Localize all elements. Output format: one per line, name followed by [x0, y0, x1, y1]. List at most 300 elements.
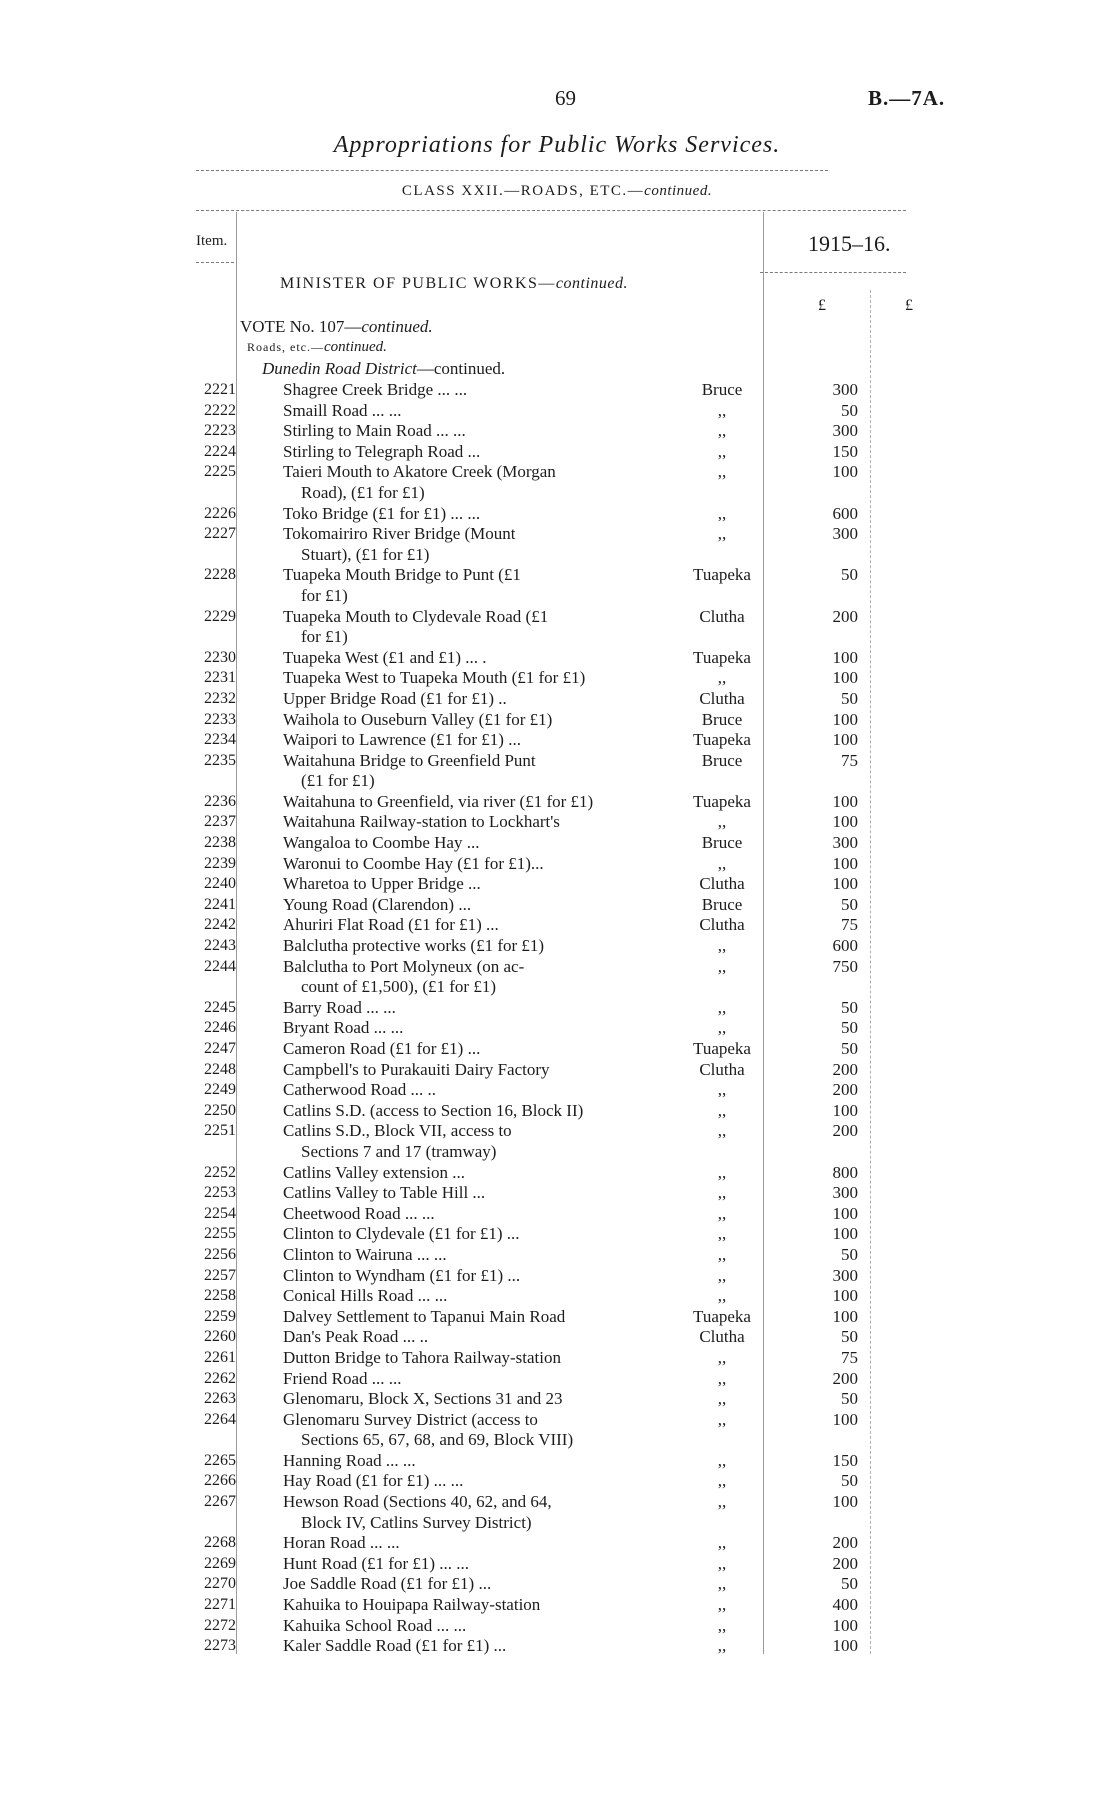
amount-cell: 50 [841, 1039, 858, 1058]
item-number: 2246 [204, 1019, 236, 1037]
item-number: 2228 [204, 566, 236, 584]
county-cell: ,, [717, 524, 727, 544]
item-description: Ahuriri Flat Road (£1 for £1) ... [283, 915, 499, 935]
item-number: 2252 [204, 1163, 236, 1181]
county-cell: Bruce [701, 380, 743, 399]
item-description: Tuapeka Mouth Bridge to Punt (£1 [283, 565, 521, 585]
item-description: Waipori to Lawrence (£1 for £1) ... [283, 730, 521, 750]
amount-cell: 100 [832, 709, 858, 729]
county-cell: ,, [717, 1533, 727, 1553]
county-cell: ,, [717, 1018, 727, 1038]
county-cell: Tuapeka [693, 1039, 751, 1058]
year-header-underline [760, 272, 906, 273]
item-description: Joe Saddle Road (£1 for £1) ... [283, 1574, 492, 1594]
county-cell: ,, [717, 1595, 727, 1615]
county-cell: Bruce [701, 709, 743, 729]
item-number: 2224 [204, 442, 236, 460]
amount-cell: 600 [832, 936, 858, 956]
item-number: 2253 [204, 1184, 236, 1202]
district-heading [262, 359, 505, 379]
county-cell: ,, [717, 1409, 727, 1429]
county-cell: ,, [717, 1265, 727, 1285]
item-description: Waitahuna Bridge to Greenfield Punt [283, 750, 536, 770]
item-description: Balclutha protective works (£1 for £1) [283, 936, 545, 956]
amount-cell: 100 [832, 462, 858, 482]
item-number: 2234 [204, 731, 236, 749]
item-description: Catherwood Road ... .. [283, 1080, 436, 1100]
county-cell: ,, [717, 1471, 727, 1491]
amount-cell: 200 [832, 606, 858, 626]
item-description: Clinton to Wyndham (£1 for £1) ... [283, 1265, 521, 1285]
amount-cell: 50 [841, 1018, 858, 1038]
item-number: 2271 [204, 1596, 236, 1614]
table-row [0, 1018, 1114, 1039]
item-description-continued: Sections 7 and 17 (tramway) [301, 1141, 497, 1161]
county-cell: ,, [717, 1389, 727, 1409]
item-description: Smaill Road ... ... [283, 400, 402, 420]
county-cell: ,, [717, 853, 727, 873]
item-description: Waitahuna Railway-station to Lockhart's [283, 812, 560, 832]
item-number: 2222 [204, 401, 236, 419]
amount-cell: 50 [841, 1244, 858, 1264]
table-row [0, 1369, 1114, 1390]
item-number: 2240 [204, 875, 236, 893]
table-row [0, 854, 1114, 875]
item-number: 2257 [204, 1266, 236, 1284]
table-row [0, 1389, 1114, 1410]
county-cell: ,, [717, 441, 727, 461]
county-cell: ,, [717, 936, 727, 956]
county-cell: Clutha [699, 1327, 745, 1347]
item-description: Horan Road ... ... [283, 1533, 400, 1553]
table-row [0, 1471, 1114, 1492]
district-name: Dunedin Road District [262, 359, 417, 378]
item-description: Barry Road ... ... [283, 997, 396, 1017]
county-cell: Clutha [699, 1059, 745, 1079]
item-number: 2229 [204, 607, 236, 625]
table-row [0, 833, 1114, 854]
table-row [0, 895, 1114, 916]
item-description: Upper Bridge Road (£1 for £1) .. [283, 688, 507, 708]
table-row [0, 874, 1114, 895]
amount-cell: 50 [841, 1327, 858, 1347]
item-number: 2261 [204, 1348, 236, 1366]
table-row [0, 936, 1114, 957]
item-number: 2259 [204, 1307, 236, 1325]
amount-cell: 200 [832, 1059, 858, 1079]
item-number: 2248 [204, 1060, 236, 1078]
amount-cell: 300 [832, 421, 858, 441]
item-number: 2258 [204, 1287, 236, 1305]
item-description: Toko Bridge (£1 for £1) ... ... [283, 503, 481, 523]
table-row [0, 1595, 1114, 1616]
item-description: Kahuika to Houipapa Railway-station [283, 1595, 541, 1615]
item-number: 2254 [204, 1204, 236, 1222]
class-heading [0, 183, 1114, 200]
item-description-continued: Block IV, Catlins Survey District) [301, 1512, 532, 1532]
amount-cell: 50 [841, 565, 858, 585]
amount-cell: 50 [841, 894, 858, 914]
document-reference: B.—7A. [868, 86, 946, 110]
item-number: 2243 [204, 937, 236, 955]
county-cell: ,, [717, 1121, 727, 1141]
table-row [0, 689, 1114, 710]
item-number: 2241 [204, 895, 236, 913]
amount-cell: 200 [832, 1533, 858, 1553]
header-rule [196, 210, 906, 211]
table-row [0, 1327, 1114, 1348]
county-cell: Bruce [701, 894, 743, 914]
amount-cell: 300 [832, 1183, 858, 1203]
minister-continued: continued. [555, 275, 628, 292]
table-row [0, 1080, 1114, 1101]
amount-cell: 75 [841, 1347, 858, 1367]
county-cell: ,, [717, 956, 727, 976]
item-description-continued: for £1) [301, 585, 348, 605]
amount-cell: 200 [832, 1553, 858, 1573]
amount-cell: 200 [832, 1368, 858, 1388]
table-row [0, 1451, 1114, 1472]
county-cell: ,, [717, 1636, 727, 1656]
amount-cell: 100 [832, 812, 858, 832]
item-number: 2269 [204, 1554, 236, 1572]
item-number: 2238 [204, 834, 236, 852]
county-cell: Bruce [701, 833, 743, 853]
item-description-continued: Road), (£1 for £1) [301, 482, 425, 502]
class-heading-continued: continued. [644, 183, 713, 199]
vote-heading [240, 317, 433, 337]
amount-cell: 100 [832, 853, 858, 873]
item-number: 2273 [204, 1637, 236, 1655]
table-row [0, 792, 1114, 813]
item-number: 2260 [204, 1328, 236, 1346]
amount-cell: 50 [841, 1574, 858, 1594]
item-number: 2233 [204, 710, 236, 728]
table-row [0, 1060, 1114, 1081]
item-number: 2226 [204, 504, 236, 522]
item-description-continued: Sections 65, 67, 68, and 69, Block VIII) [301, 1430, 574, 1450]
county-cell: ,, [717, 997, 727, 1017]
item-number: 2244 [204, 957, 236, 975]
item-description: Cheetwood Road ... ... [283, 1203, 435, 1223]
amount-cell: 50 [841, 688, 858, 708]
table-row [0, 607, 1114, 648]
amount-cell: 600 [832, 503, 858, 523]
table-row [0, 648, 1114, 669]
county-cell: Clutha [699, 688, 745, 708]
table-row [0, 401, 1114, 422]
item-description: Catlins Valley extension ... [283, 1162, 465, 1182]
table-row [0, 1636, 1114, 1657]
table-row [0, 1410, 1114, 1451]
item-description: Hay Road (£1 for £1) ... ... [283, 1471, 464, 1491]
item-number: 2232 [204, 689, 236, 707]
item-description: Conical Hills Road ... ... [283, 1286, 448, 1306]
table-row [0, 442, 1114, 463]
item-description: Tokomairiro River Bridge (Mount [283, 524, 516, 544]
amount-cell: 100 [832, 1615, 858, 1635]
item-number: 2245 [204, 998, 236, 1016]
county-cell: ,, [717, 421, 727, 441]
county-cell: Tuapeka [693, 565, 751, 585]
item-number: 2247 [204, 1040, 236, 1057]
county-cell: ,, [717, 1286, 727, 1306]
item-description: Wharetoa to Upper Bridge ... [283, 874, 481, 894]
county-cell: ,, [717, 1162, 727, 1182]
county-cell: ,, [717, 1183, 727, 1203]
county-cell: Tuapeka [693, 730, 751, 750]
item-number: 2250 [204, 1101, 236, 1119]
item-description: Hewson Road (Sections 40, 62, and 64, [283, 1492, 552, 1512]
item-description: Clinton to Wairuna ... ... [283, 1244, 447, 1264]
table-row [0, 1121, 1114, 1162]
item-description: Young Road (Clarendon) ... [283, 894, 472, 914]
table-row [0, 957, 1114, 998]
item-number: 2225 [204, 463, 236, 481]
item-description-continued: for £1) [301, 627, 348, 647]
county-cell: ,, [717, 1574, 727, 1594]
table-row [0, 1492, 1114, 1533]
item-description: Dutton Bridge to Tahora Railway-station [283, 1347, 562, 1367]
county-cell: Tuapeka [693, 647, 751, 667]
table-row [0, 1039, 1114, 1060]
county-cell: ,, [717, 1368, 727, 1388]
item-number: 2239 [204, 854, 236, 872]
county-cell: Clutha [699, 874, 745, 894]
item-description: Kahuika School Road ... ... [283, 1615, 467, 1635]
amount-cell: 100 [832, 1286, 858, 1306]
amount-cell: 750 [832, 956, 858, 976]
item-number: 2265 [204, 1451, 236, 1469]
item-description: Glenomaru Survey District (access to [283, 1409, 538, 1429]
amount-cell: 200 [832, 1080, 858, 1100]
table-row [0, 998, 1114, 1019]
vote-continued: continued. [361, 317, 433, 336]
table-row [0, 462, 1114, 503]
amount-cell: 100 [832, 1100, 858, 1120]
amount-cell: 300 [832, 524, 858, 544]
district-continued: —continued. [416, 359, 506, 378]
county-cell: ,, [717, 1224, 727, 1244]
item-description-continued: (£1 for £1) [301, 771, 375, 791]
item-description-continued: count of £1,500), (£1 for £1) [301, 977, 496, 997]
item-header-underline [196, 262, 234, 263]
roads-continued: continued. [324, 339, 387, 355]
item-description: Catlins S.D. (access to Section 16, Block II) [283, 1100, 584, 1120]
item-number: 2236 [204, 792, 236, 810]
amount-cell: 100 [832, 791, 858, 811]
amount-cell: 75 [841, 750, 858, 770]
vote-text: VOTE No. 107— [240, 317, 362, 336]
item-description: Campbell's to Purakauiti Dairy Factory [283, 1059, 550, 1079]
table-row [0, 730, 1114, 751]
table-row [0, 421, 1114, 442]
item-description: Waitahuna to Greenfield, via river (£1 for £1) [283, 791, 594, 811]
item-number: 2263 [204, 1390, 236, 1408]
item-number: 2249 [204, 1081, 236, 1099]
item-description: Wangaloa to Coombe Hay ... [283, 833, 480, 853]
amount-cell: 100 [832, 1636, 858, 1656]
amount-cell: 100 [832, 1409, 858, 1429]
county-cell: ,, [717, 1100, 727, 1120]
amount-cell: 150 [832, 1450, 858, 1470]
table-row [0, 1163, 1114, 1184]
amount-cell: 100 [832, 1492, 858, 1512]
amount-cell: 100 [832, 874, 858, 894]
item-number: 2242 [204, 916, 236, 934]
amount-cell: 75 [841, 915, 858, 935]
year-column-header: 1915–16. [808, 231, 891, 256]
amount-cell: 100 [832, 730, 858, 750]
item-number: 2266 [204, 1472, 236, 1490]
amount-cell: 800 [832, 1162, 858, 1182]
pound-column-label-2: £ [905, 297, 913, 314]
item-description: Stirling to Telegraph Road ... [283, 441, 481, 461]
item-description: Stirling to Main Road ... ... [283, 421, 466, 441]
page-number: 69 [555, 86, 576, 110]
item-number: 2237 [204, 813, 236, 831]
item-description: Tuapeka West (£1 and £1) ... . [283, 647, 487, 667]
item-description: Catlins S.D., Block VII, access to [283, 1121, 512, 1141]
table-row [0, 1616, 1114, 1637]
item-description: Dalvey Settlement to Tapanui Main Road [283, 1306, 566, 1326]
table-row [0, 1245, 1114, 1266]
table-row [0, 1554, 1114, 1575]
appropriation-list [0, 380, 1114, 1657]
table-row [0, 1224, 1114, 1245]
table-row [0, 524, 1114, 565]
roads-subheading [247, 339, 387, 356]
county-cell: ,, [717, 400, 727, 420]
item-description: Dan's Peak Road ... .. [283, 1327, 429, 1347]
item-number: 2235 [204, 751, 236, 769]
item-number: 2268 [204, 1534, 236, 1552]
item-number: 2251 [204, 1122, 236, 1140]
county-cell: Tuapeka [693, 1306, 751, 1326]
item-number: 2221 [204, 381, 236, 398]
county-cell: Bruce [701, 750, 743, 770]
county-cell: ,, [717, 503, 727, 523]
amount-cell: 400 [832, 1595, 858, 1615]
county-cell: ,, [717, 1080, 727, 1100]
item-number: 2272 [204, 1616, 236, 1634]
item-number: 2231 [204, 669, 236, 687]
county-cell: ,, [717, 1492, 727, 1512]
county-cell: ,, [717, 1347, 727, 1367]
table-row [0, 1533, 1114, 1554]
table-row [0, 1286, 1114, 1307]
county-cell: ,, [717, 462, 727, 482]
item-number: 2262 [204, 1369, 236, 1387]
item-number: 2267 [204, 1493, 236, 1511]
amount-cell: 100 [832, 1224, 858, 1244]
table-row [0, 1307, 1114, 1328]
county-cell: Clutha [699, 915, 745, 935]
item-description: Waihola to Ouseburn Valley (£1 for £1) [283, 709, 553, 729]
table-row [0, 751, 1114, 792]
amount-cell: 150 [832, 441, 858, 461]
table-row [0, 1574, 1114, 1595]
county-cell: ,, [717, 812, 727, 832]
county-cell: ,, [717, 1203, 727, 1223]
amount-cell: 50 [841, 997, 858, 1017]
amount-cell: 300 [832, 380, 858, 399]
table-row [0, 380, 1114, 401]
item-number: 2256 [204, 1245, 236, 1263]
page-title: Appropriations for Public Works Services. [333, 132, 781, 158]
item-description: Tuapeka Mouth to Clydevale Road (£1 [283, 606, 549, 626]
county-cell: ,, [717, 1450, 727, 1470]
item-description: Kaler Saddle Road (£1 for £1) ... [283, 1636, 507, 1656]
amount-cell: 100 [832, 647, 858, 667]
amount-cell: 100 [832, 1203, 858, 1223]
amount-cell: 100 [832, 668, 858, 688]
item-number: 2270 [204, 1575, 236, 1593]
item-description: Clinton to Clydevale (£1 for £1) ... [283, 1224, 520, 1244]
amount-cell: 200 [832, 1121, 858, 1141]
table-row [0, 565, 1114, 606]
item-description: Taieri Mouth to Akatore Creek (Morgan [283, 462, 556, 482]
table-row [0, 504, 1114, 525]
item-description: Glenomaru, Block X, Sections 31 and 23 [283, 1389, 563, 1409]
amount-cell: 300 [832, 833, 858, 853]
amount-cell: 50 [841, 1389, 858, 1409]
county-cell: ,, [717, 1244, 727, 1264]
item-description: Hanning Road ... ... [283, 1450, 416, 1470]
item-description: Shagree Creek Bridge ... ... [283, 380, 468, 399]
item-number: 2255 [204, 1225, 236, 1243]
table-row [0, 1266, 1114, 1287]
table-row [0, 1101, 1114, 1122]
item-number: 2264 [204, 1410, 236, 1428]
table-row [0, 710, 1114, 731]
item-description: Tuapeka West to Tuapeka Mouth (£1 for £1) [283, 668, 586, 688]
table-row [0, 812, 1114, 833]
item-description: Hunt Road (£1 for £1) ... ... [283, 1553, 470, 1573]
item-description: Friend Road ... ... [283, 1368, 402, 1388]
roads-text: Roads, etc.— [247, 340, 324, 354]
amount-cell: 50 [841, 1471, 858, 1491]
amount-cell: 50 [841, 400, 858, 420]
amount-cell: 100 [832, 1306, 858, 1326]
item-number: 2227 [204, 525, 236, 543]
class-heading-text: CLASS XXII.—ROADS, ETC.— [401, 183, 645, 199]
pound-column-label-1: £ [818, 297, 826, 314]
title-rule [196, 170, 828, 171]
item-description-continued: Stuart), (£1 for £1) [301, 544, 430, 564]
table-row [0, 915, 1114, 936]
item-number: 2230 [204, 648, 236, 666]
table-row [0, 1348, 1114, 1369]
table-row [0, 1183, 1114, 1204]
table-row [0, 1204, 1114, 1225]
item-number: 2223 [204, 422, 236, 440]
minister-heading [280, 275, 628, 293]
item-description: Waronui to Coombe Hay (£1 for £1)... [283, 853, 544, 873]
county-cell: Tuapeka [693, 791, 751, 811]
item-description: Catlins Valley to Table Hill ... [283, 1183, 486, 1203]
minister-text: MINISTER OF PUBLIC WORKS— [280, 275, 556, 292]
item-description: Cameron Road (£1 for £1) ... [283, 1039, 481, 1058]
county-cell: ,, [717, 1553, 727, 1573]
county-cell: Clutha [699, 606, 745, 626]
county-cell: ,, [717, 668, 727, 688]
county-cell: ,, [717, 1615, 727, 1635]
amount-cell: 300 [832, 1265, 858, 1285]
item-description: Balclutha to Port Molyneux (on ac- [283, 956, 525, 976]
item-column-header: Item. [196, 233, 228, 249]
item-description: Bryant Road ... ... [283, 1018, 404, 1038]
